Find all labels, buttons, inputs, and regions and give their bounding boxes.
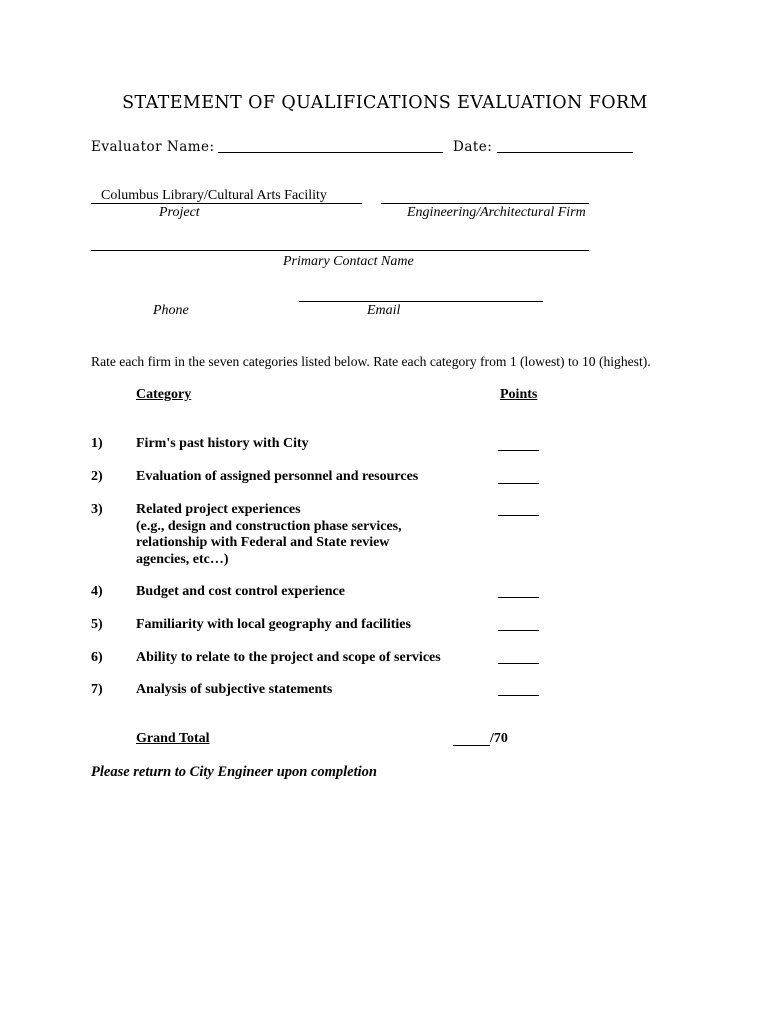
category-label <box>136 584 345 601</box>
grand-total-label: Grand Total <box>136 731 210 746</box>
points-field[interactable] <box>498 630 539 631</box>
points-field[interactable] <box>498 597 539 598</box>
category-line: Familiarity with local geography and facilities <box>136 617 411 632</box>
category-line: agencies, etc…) <box>136 551 229 567</box>
points-header: Points <box>500 387 538 402</box>
category-label <box>136 502 402 568</box>
project-label: Project <box>159 205 200 220</box>
points-field[interactable] <box>498 515 539 516</box>
category-line: (e.g., design and construction phase services, <box>136 518 402 534</box>
grand-total-field[interactable] <box>453 745 490 746</box>
category-label <box>136 469 418 486</box>
firm-field[interactable] <box>381 203 589 204</box>
category-line: Analysis of subjective statements <box>136 682 333 697</box>
contact-field[interactable] <box>91 250 589 251</box>
category-number: 3) <box>91 502 103 517</box>
return-instruction: Please return to City Engineer upon completion <box>91 764 377 780</box>
category-line: Ability to relate to the project and scope of services <box>136 650 441 665</box>
points-field[interactable] <box>498 695 539 696</box>
instructions-text: Rate each firm in the seven categories listed below. Rate each category from 1 (lowest) to 10 (highest). <box>91 354 651 369</box>
category-line: Evaluation of assigned personnel and resources <box>136 469 419 484</box>
project-value: Columbus Library/Cultural Arts Facility <box>101 188 327 203</box>
category-line: relationship with Federal and State review <box>136 535 390 550</box>
category-number: 1) <box>91 436 103 451</box>
points-field[interactable] <box>498 483 539 484</box>
category-number: 2) <box>91 469 103 484</box>
category-label <box>136 436 309 453</box>
points-field[interactable] <box>498 450 539 451</box>
category-number: 4) <box>91 584 103 599</box>
category-line: Firm's past history with City <box>136 436 309 451</box>
email-label: Email <box>367 303 401 318</box>
project-field[interactable] <box>91 203 362 204</box>
points-field[interactable] <box>498 663 539 664</box>
evaluator-row <box>91 139 215 155</box>
firm-label: Engineering/Architectural Firm <box>407 205 586 220</box>
category-number: 6) <box>91 650 103 665</box>
grand-total-max: /70 <box>490 731 508 746</box>
phone-label: Phone <box>153 303 189 318</box>
category-header: Category <box>136 387 192 402</box>
email-field[interactable] <box>299 301 543 302</box>
category-line: Related project experiences <box>136 502 301 517</box>
date-field[interactable] <box>497 152 633 153</box>
form-title: STATEMENT OF QUALIFICATIONS EVALUATION FORM <box>122 93 648 113</box>
category-number: 5) <box>91 617 103 632</box>
category-number: 7) <box>91 682 103 697</box>
category-label <box>136 617 411 634</box>
category-label <box>136 682 332 699</box>
evaluator-name-field[interactable] <box>218 152 443 153</box>
category-line: Budget and cost control experience <box>136 584 345 599</box>
contact-label: Primary Contact Name <box>283 254 414 269</box>
category-label <box>136 650 441 667</box>
evaluator-name-label: Evaluator Name: <box>91 139 215 155</box>
date-label: Date: <box>453 139 493 155</box>
